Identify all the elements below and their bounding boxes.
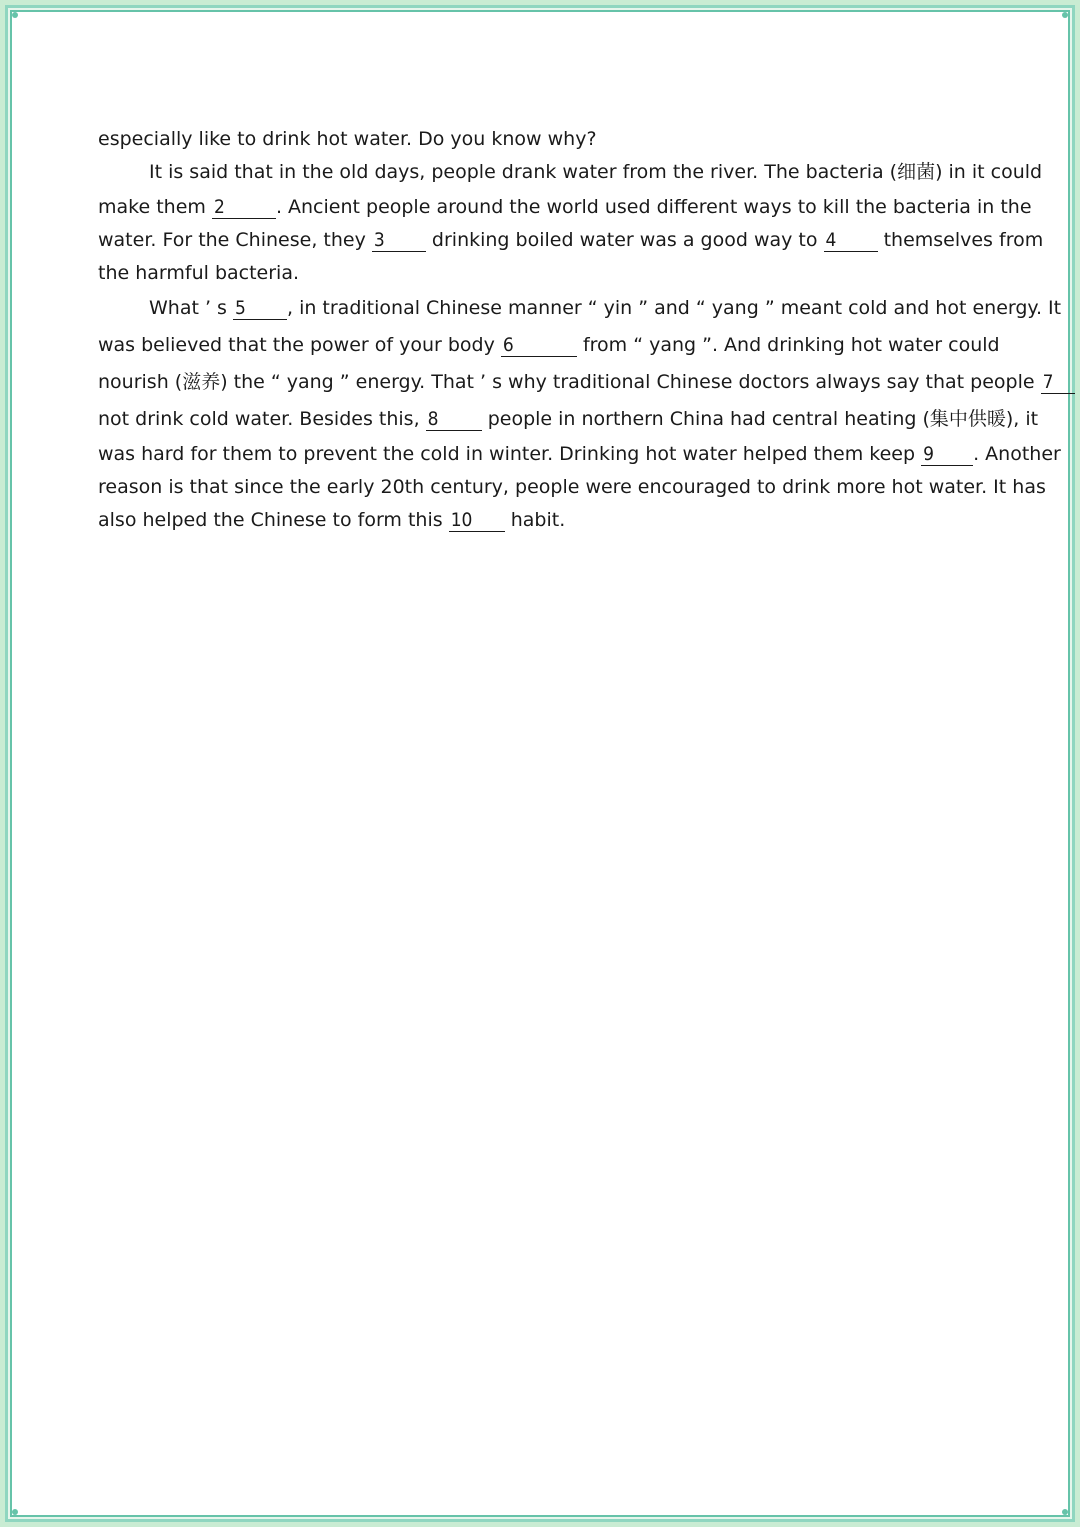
text: was hard for them to prevent the cold in winter. Drinking hot water helped them keep (98, 443, 922, 465)
blank-4[interactable]: 4 (824, 231, 878, 252)
text: . Another (973, 443, 1061, 465)
passage-line (98, 504, 985, 537)
passage-line (98, 290, 1062, 327)
blank-6[interactable]: 6 (501, 336, 577, 357)
cloze-passage (98, 124, 1062, 537)
text: , in traditional Chinese manner “ yin ” and “ yang ” meant cold and hot energy. It (286, 297, 1062, 319)
text: drinking boiled water was a good way to (425, 229, 824, 251)
text: make them (98, 196, 212, 218)
corner-dot-icon (12, 1509, 18, 1515)
corner-dot-icon (1062, 12, 1068, 18)
passage-line (98, 154, 1043, 190)
blank-3[interactable]: 3 (372, 231, 426, 252)
blank-8[interactable]: 8 (426, 410, 482, 431)
passage-line (98, 438, 1061, 471)
blank-9[interactable]: 9 (921, 445, 973, 466)
text: from “ yang ”. And drinking hot water could (576, 334, 1000, 356)
text: was believed that the power of your body (98, 334, 501, 356)
passage-line (98, 190, 1032, 224)
blank-2[interactable]: 2 (212, 198, 276, 219)
text: What ’ s (149, 297, 233, 319)
text: nourish (滋养) the “ yang ” energy. That ’ s why traditional Chinese doctors always say that people (98, 371, 1041, 393)
text: not drink cold water. Besides this, (98, 408, 426, 430)
text: . Ancient people around the world used different ways to kill the bacteria in the (275, 196, 1032, 218)
text: especially like to drink hot water. Do you know why? (98, 128, 597, 150)
corner-dot-icon (1062, 1509, 1068, 1515)
passage-line (98, 256, 985, 290)
text: It is said that in the old days, people drank water from the river. The bacteria (细菌) in it could (149, 161, 1043, 183)
text: also helped the Chinese to form this (98, 509, 449, 531)
text: the harmful bacteria. (98, 262, 300, 284)
blank-5[interactable]: 5 (233, 299, 287, 320)
passage-line (98, 471, 1046, 504)
text: habit. (504, 509, 566, 531)
blank-10[interactable]: 10 (449, 511, 505, 532)
text: water. For the Chinese, they (98, 229, 372, 251)
passage-line (98, 327, 1000, 364)
text: themselves from (877, 229, 1044, 251)
passage-line (98, 364, 1054, 401)
text: people in northern China had central heating (集中供暖), it (481, 408, 1039, 430)
passage-line (98, 401, 1039, 438)
passage-line (98, 224, 1044, 256)
text: reason is that since the early 20th century, people were encouraged to drink more hot water. It has (98, 476, 1046, 498)
corner-dot-icon (12, 12, 18, 18)
blank-7[interactable]: 7 (1041, 373, 1075, 394)
passage-line (98, 124, 985, 154)
